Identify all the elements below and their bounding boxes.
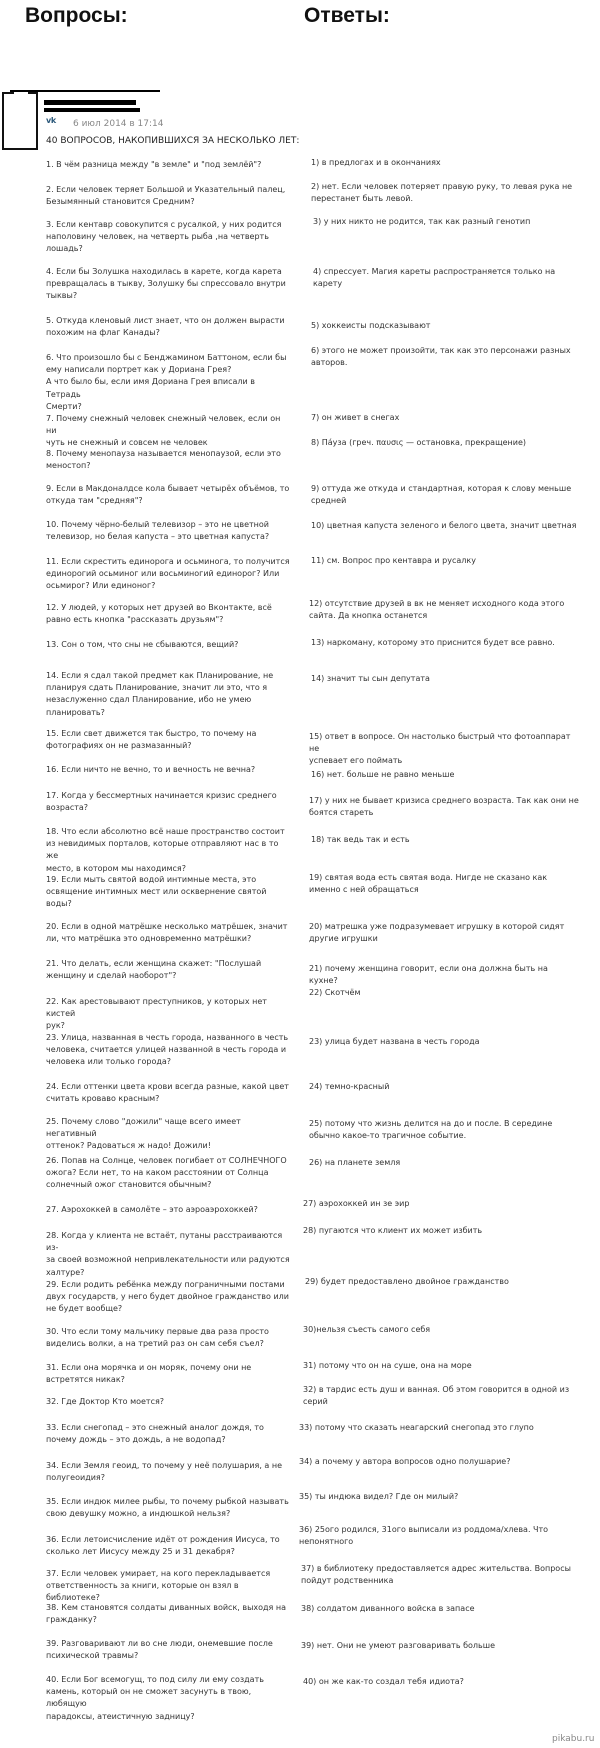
question-item: 18. Что если абсолютно всё наше пространство состоит из невидимых порталов, которые отправляют нас в то же место, в котором мы находимся?: [46, 827, 285, 873]
question-item: 26. Попав на Солнце, человек погибает от СОЛНЕЧНОГО ожога? Если нет, то на каком расстоянии от Солнца солнечный ожог становится обычным?: [46, 1156, 287, 1190]
answer-item: 5) хоккеисты подсказывают: [311, 321, 431, 330]
answer-item: 29) будет предоставлено двойное гражданство: [305, 1277, 509, 1286]
question-item: 31. Если она морячка и он моряк, почему они не встретятся никак?: [46, 1363, 252, 1385]
answer-item: 12) отсутствие друзей в вк не меняет исходного кода этого сайта. Да кнопка останется: [309, 599, 565, 621]
answer-item: 16) нет. больше не равно меньше: [311, 770, 455, 779]
question-item: 38. Кем становятся солдаты диванных войск, выходя на гражданку?: [46, 1603, 287, 1625]
answer-item: 9) оттуда же откуда и стандартная, которая к слову меньше средней: [311, 484, 572, 506]
answer-item: 34) а почему у автора вопросов одно полушарие?: [299, 1457, 511, 1466]
answer-item: 11) см. Вопрос про кентавра и русалку: [311, 556, 476, 565]
question-item: 28. Когда у клиента не встаёт, путаны расстраиваются из- за своей возможной непривлекательности или радуются халтуре?: [46, 1231, 290, 1277]
answer-item: 25) потому что жизнь делится на до и после. В середине обычно какое-то трагичное событие.: [309, 1119, 553, 1141]
question-item: 19. Если мыть святой водой интимные места, это освящение интимных мест или осквернение святой воды?: [46, 875, 267, 909]
post-date-link[interactable]: 6 июл 2014 в 17:14: [73, 119, 164, 129]
answer-item: 38) солдатом диванного войска в запасе: [301, 1604, 475, 1613]
answer-item: 21) почему женщина говорит, если она должна быть на кухне?: [309, 964, 548, 986]
question-item: 37. Если человек умирает, на кого перекладывается ответственность за книги, которые он взял в библиотеке?: [46, 1569, 271, 1603]
answer-item: 6) этого не может произойти, так как это персонажи разных авторов.: [311, 346, 571, 368]
question-item: 4. Если бы Золушка находилась в карете, когда карета превращалась в тыкву, Золушку бы спрессовало внутри тыквы?: [46, 267, 286, 301]
answer-item: 27) аэрохоккей ин зе эир: [303, 1199, 410, 1208]
question-item: 20. Если в одной матрёшке несколько матрёшек, значит ли, что матрёшка это одновременно матрёшки?: [46, 922, 288, 944]
answer-item: 17) у них не бывает кризиса среднего возраста. Так как они не боятся стареть: [309, 796, 579, 818]
question-item: 17. Когда у бессмертных начинается кризис среднего возраста?: [46, 791, 277, 813]
question-item: 13. Сон о том, что сны не сбываются, вещий?: [46, 640, 239, 649]
question-item: 40. Если Бог всемогущ, то под силу ли ему создать камень, который он не сможет засунуть в твою, любящую парадоксы, атеистичную задницу?: [46, 1675, 264, 1721]
answer-item: 33) потому что сказать неагарский снегопад это глупо: [299, 1423, 534, 1432]
question-item: 11. Если скрестить единорога и осьминога, то получится единорогий осьминог или восьминогий единорог? Или осьмирог? Или единоног?: [46, 557, 290, 591]
answer-item: 14) значит ты сын депутата: [311, 674, 430, 683]
answer-item: 19) святая вода есть святая вода. Нигде не сказано как именно с ней обращаться: [309, 873, 548, 895]
answer-item: 4) спрессует. Магия кареты распространяется только на карету: [313, 267, 556, 289]
answer-item: 13) наркоману, которому это приснится будет все равно.: [311, 638, 555, 647]
answer-item: 26) на планете земля: [309, 1158, 401, 1167]
question-item: 8. Почему менопауза называется менопаузой, если это меностоп?: [46, 449, 281, 471]
answer-item: 10) цветная капуста зеленого и белого цвета, значит цветная: [311, 521, 577, 530]
question-item: 15. Если свет движется так быстро, то почему на фотографиях он не размазанный?: [46, 729, 257, 751]
question-item: 3. Если кентавр совокупится с русалкой, у них родится наполовину человек, на четверть рыба ,на четверть лошадь?: [46, 220, 282, 254]
question-item: 22. Как арестовывают преступников, у которых нет кистей рук?: [46, 997, 267, 1031]
answers-header: Ответы:: [304, 4, 390, 27]
question-item: 30. Что если тому мальчику первые два раза просто виделись волки, а на третий раз он сам себя съел?: [46, 1327, 269, 1349]
answer-item: 31) потому что он на суше, она на море: [303, 1361, 472, 1370]
question-item: 36. Если летоисчисление идёт от рождения Иисуса, то сколько лет Иисусу между 25 и 31 декабря?: [46, 1535, 280, 1557]
redaction-bar: [44, 100, 136, 105]
vk-logo-icon: vk: [46, 116, 56, 125]
question-item: 14. Если я сдал такой предмет как Планирование, не планируя сдать Планирование, значит ли это, что я незаслуженно сдал Планирование, ибо не умею планировать?: [46, 671, 274, 717]
answer-item: 39) нет. Они не умеют разговаривать больше: [301, 1641, 495, 1650]
answer-item: 2) нет. Если человек потеряет правую руку, то левая рука не перестанет быть левой.: [311, 182, 573, 204]
question-item: 34. Если Земля геоид, то почему у неё полушария, а не полугеоидия?: [46, 1461, 283, 1483]
question-item: 25. Почему слово "дожили" чаще всего имеет негативный оттенок? Радоваться ж надо! Дожили!: [46, 1117, 241, 1151]
question-item: 5. Откуда кленовый лист знает, что он должен вырасти похожим на флаг Канады?: [46, 316, 285, 338]
answer-item: 3) у них никто не родится, так как разный генотип: [313, 217, 531, 226]
question-item: 32. Где Доктор Кто моется?: [46, 1397, 165, 1406]
site-watermark: pikabu.ru: [552, 1734, 595, 1744]
answer-item: 1) в предлогах и в окончаниях: [311, 158, 441, 167]
avatar: [2, 92, 38, 150]
question-item: 39. Разговаривают ли во сне люди, онемевшие после психической травмы?: [46, 1639, 273, 1661]
redaction-bar: [44, 108, 140, 112]
answer-item: 37) в библиотеку предоставляется адрес жительства. Вопросы пойдут родственника: [301, 1564, 571, 1586]
questions-header: Вопросы:: [25, 4, 128, 27]
question-item: 12. У людей, у которых нет друзей во Вконтакте, всё равно есть кнопка "рассказать друзьям"?: [46, 603, 272, 625]
question-item: 21. Что делать, если женщина скажет: "Послушай женщину и сделай наоборот"?: [46, 959, 262, 981]
answer-item: 23) улица будет названа в честь города: [309, 1037, 480, 1046]
question-item: 27. Аэрохоккей в самолёте – это аэроаэрохоккей?: [46, 1205, 258, 1214]
post-title: 40 ВОПРОСОВ, НАКОПИВШИХСЯ ЗА НЕСКОЛЬКО ЛЕТ:: [46, 136, 300, 146]
answer-item: 24) темно-красный: [309, 1082, 390, 1091]
question-item: 2. Если человек теряет Большой и Указательный палец, Безымянный становится Средним?: [46, 185, 286, 207]
question-item: 29. Если родить ребёнка между пограничными постами двух государств, у него будет двойное гражданство или не будет вообще?: [46, 1280, 289, 1314]
question-item: 33. Если снегопад – это снежный аналог дождя, то почему дождь – это дождь, а не водопад?: [46, 1423, 264, 1445]
answer-item: 15) ответ в вопросе. Он настолько быстрый что фотоаппарат не успевает его поймать: [309, 732, 571, 766]
question-item: 24. Если оттенки цвета крови всегда разные, какой цвет считать кроваво красным?: [46, 1082, 289, 1104]
question-item: 9. Если в Макдоналдсе кола бывает четырёх объёмов, то откуда там "средняя"?: [46, 484, 290, 506]
question-item: 1. В чём разница между "в земле" и "под землёй"?: [46, 160, 262, 169]
question-item: 35. Если индюк милее рыбы, то почему рыбкой называть свою девушку можно, а индюшкой нельзя?: [46, 1497, 289, 1519]
question-item: 6. Что произошло бы с Бенджамином Баттоном, если бы ему написали портрет как у Дориана Грея? А что было бы, если имя Дориана Грея вписали в Тетрадь Смерти?: [46, 353, 287, 411]
answer-item: 40) он же как-то создал тебя идиота?: [303, 1677, 464, 1686]
question-item: 23. Улица, названная в честь города, названного в честь человека, считается улицей названной в честь города и человека или только города?: [46, 1033, 289, 1067]
answer-item: 35) ты индюка видел? Где он милый?: [299, 1492, 459, 1501]
question-item: 7. Почему снежный человек снежный человек, если он ни чуть не снежный и совсем не человек: [46, 414, 281, 448]
question-item: 16. Если ничто не вечно, то и вечность не вечна?: [46, 765, 256, 774]
answer-item: 20) матрешка уже подразумевает игрушку в которой сидят другие игрушки: [309, 922, 565, 944]
answer-item: 32) в тардис есть душ и ванная. Об этом говорится в одной из серий: [303, 1385, 570, 1407]
answer-item: 28) пугаются что клиент их может избить: [303, 1226, 483, 1235]
answer-item: 18) так ведь так и есть: [311, 835, 410, 844]
answer-item: 8) Па́уза (греч. παυσις — остановка, прекращение): [311, 438, 527, 447]
answer-item: 7) он живет в снегах: [311, 413, 400, 422]
answer-item: 30)нельзя съесть самого себя: [303, 1325, 431, 1334]
answer-item: 22) Скотчём: [309, 988, 361, 997]
question-item: 10. Почему чёрно-белый телевизор – это не цветной телевизор, но белая капуста – это цветная капуста?: [46, 520, 270, 542]
answer-item: 36) 25ого родился, 31ого выписали из роддома/хлева. Что непонятного: [299, 1525, 549, 1547]
